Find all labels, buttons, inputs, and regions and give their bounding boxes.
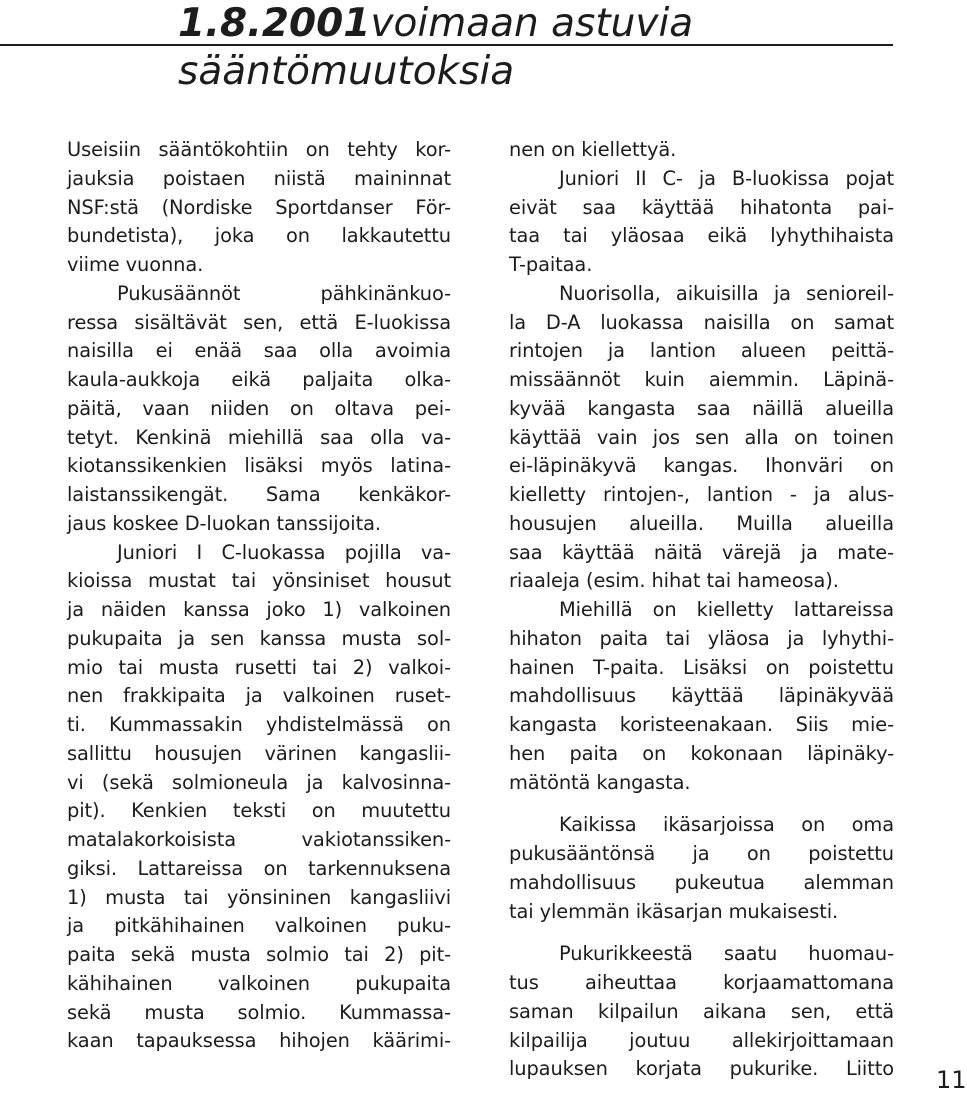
text-line: sekä musta solmio. Kummassa-	[67, 1000, 451, 1024]
text-line: lupauksen korjata pukurike. Liitto	[509, 1057, 894, 1081]
title-date: 1.8.2001	[178, 1, 371, 46]
text-line: eivät saa käyttää hihatonta pai-	[509, 195, 894, 219]
title-line-2: sääntömuutoksia	[178, 49, 515, 94]
text-line: NSF:stä (Nordiske Sportdanser För-	[67, 195, 451, 219]
text-line: pukusääntönsä ja on poistettu	[509, 842, 894, 865]
text-line: Juniori II C- ja B-luokissa pojat	[559, 166, 894, 190]
text-line: tetyt. Kenkinä miehillä saa olla va-	[67, 425, 451, 449]
text-line: nen on kiellettyä.	[509, 138, 677, 161]
right-column	[509, 136, 894, 1084]
text-line: pit). Kenkien teksti on muutettu	[67, 799, 451, 823]
text-line: 1) musta tai yönsininen kangasliivi	[67, 885, 451, 909]
text-line: ti. Kummassakin yhdistelmässä on	[67, 713, 451, 736]
text-line: Pukusäännöt pähkinänkuo-	[117, 281, 451, 305]
text-line: kiotanssikenkien lisäksi myös latina-	[67, 454, 451, 478]
text-line: laistanssikengät. Sama kenkäkor-	[67, 483, 451, 506]
text-line: hen paita on kokonaan läpinäky-	[509, 741, 894, 765]
text-line: ja pitkähihainen valkoinen puku-	[67, 914, 451, 938]
text-line: naisilla ei enää saa olla avoimia	[67, 339, 451, 363]
text-line: vi (sekä solmioneula ja kalvosinna-	[67, 770, 451, 794]
text-line: kilpailija joutuu allekirjoittamaan	[509, 1028, 894, 1052]
text-line: mätöntä kangasta.	[509, 770, 691, 794]
text-line: giksi. Lattareissa on tarkennuksena	[67, 856, 451, 880]
text-line: hainen T-paita. Lisäksi on poistettu	[509, 655, 894, 679]
text-line: bundetista), joka on lakkautettu	[67, 224, 451, 248]
text-line: mahdollisuus pukeutua alemman	[509, 870, 894, 894]
page-number: 11	[936, 1066, 967, 1094]
text-line: taa tai yläosaa eikä lyhythihaista	[509, 224, 894, 248]
text-line: kyvää kangasta saa näillä alueilla	[509, 396, 894, 420]
text-line: käyttää vain jos sen alla on toinen	[509, 425, 894, 449]
text-line: kähihainen valkoinen pukupaita	[67, 971, 451, 995]
text-line: T-paitaa.	[509, 253, 593, 276]
text-line: mio tai musta rusetti tai 2) valkoi-	[67, 655, 451, 679]
page-title	[178, 0, 938, 96]
text-line: saa käyttää näitä värejä ja mate-	[509, 540, 894, 564]
text-line: Juniori I C-luokassa pojilla va-	[117, 540, 451, 564]
text-line: ressa sisältävät sen, että E-luokissa	[67, 310, 451, 334]
text-line: päitä, vaan niiden on oltava pei-	[67, 396, 451, 420]
text-line: ei-läpinäkyvä kangas. Ihonväri on	[509, 454, 894, 478]
left-column	[67, 136, 451, 1056]
text-line: viime vuonna.	[67, 253, 204, 276]
text-line: kielletty rintojen-, lantion - ja alus-	[509, 483, 894, 506]
text-line: sallittu housujen värinen kangaslii-	[67, 741, 451, 765]
text-line: housujen alueilla. Muilla alueilla	[509, 511, 894, 535]
text-line: Nuorisolla, aikuisilla ja senioreil-	[559, 281, 894, 305]
text-line: Useisiin sääntökohtiin on tehty kor-	[67, 138, 451, 161]
title-text: voimaan astuvia	[370, 1, 694, 46]
title-rule	[0, 44, 893, 46]
text-line: Kaikissa ikäsarjoissa on oma	[559, 813, 894, 837]
text-line: kaula-aukkoja eikä paljaita olka-	[67, 368, 451, 391]
text-line: kaan tapauksessa hihojen käärimi-	[67, 1029, 451, 1053]
text-line: Miehillä on kielletty lattareissa	[559, 598, 894, 621]
text-line: matalakorkoisista vakiotanssiken-	[67, 828, 451, 851]
text-line: riaaleja (esim. hihat tai hameosa).	[509, 569, 839, 593]
text-line: Pukurikkeestä saatu huomau-	[559, 942, 894, 966]
text-line: kangasta koristeenakaan. Siis mie-	[509, 713, 894, 736]
text-line: ja näiden kanssa joko 1) valkoinen	[67, 598, 451, 621]
text-line: hihaton paita tai yläosa ja lyhythi-	[509, 626, 894, 650]
text-line: la D-A luokassa naisilla on samat	[509, 310, 894, 334]
text-line: tus aiheuttaa korjaamattomana	[509, 971, 894, 994]
text-line: jaus koskee D-luokan tanssijoita.	[67, 511, 381, 535]
text-line: mahdollisuus käyttää läpinäkyvää	[509, 684, 894, 708]
text-line: kioissa mustat tai yönsiniset housut	[67, 569, 451, 593]
text-line: jauksia poistaen niistä maininnat	[67, 166, 451, 190]
text-line: missäännöt kuin aiemmin. Läpinä-	[509, 368, 894, 391]
text-line: tai ylemmän ikäsarjan mukaisesti.	[509, 899, 839, 923]
text-line: nen frakkipaita ja valkoinen ruset-	[67, 684, 451, 708]
text-line: saman kilpailun aikana sen, että	[509, 999, 894, 1023]
text-line: paita sekä musta solmio tai 2) pit-	[67, 943, 451, 966]
text-line: pukupaita ja sen kanssa musta sol-	[67, 626, 451, 650]
text-line: rintojen ja lantion alueen peittä-	[509, 339, 894, 363]
